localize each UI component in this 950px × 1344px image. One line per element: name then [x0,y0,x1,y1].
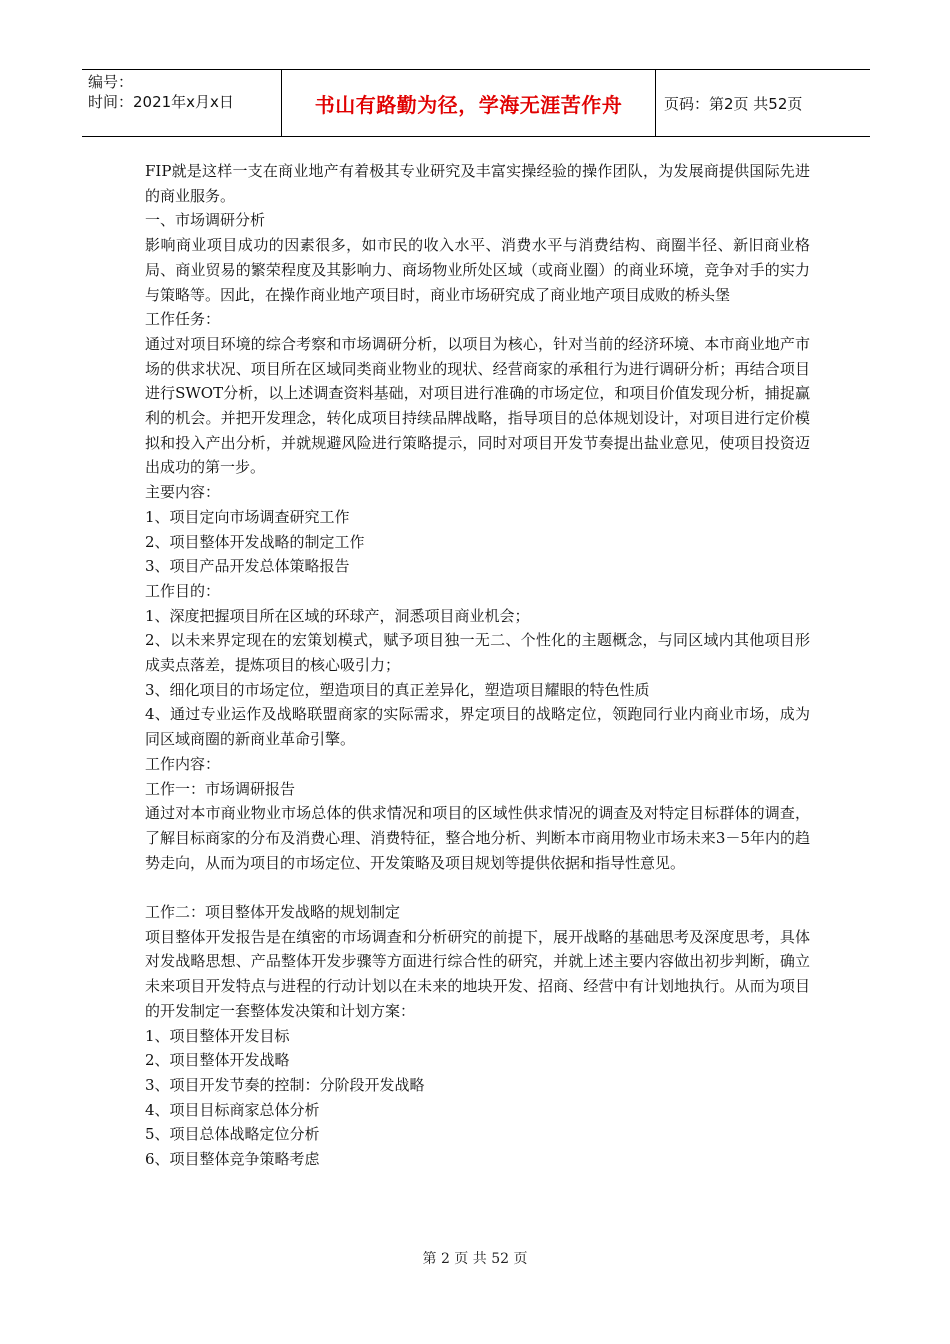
section-heading: 一、市场调研分析 [145,211,266,230]
list-item: 4、项目目标商家总体分析 [145,1100,320,1119]
list-item: 3、项目开发节奏的控制：分阶段开发战略 [145,1076,425,1094]
list-item: 6、项目整体竞争策略考虑 [145,1150,320,1169]
header-page-info: 页码：第2页 共52页 [664,94,803,113]
list-item: 2、项目整体开发战略的制定工作 [145,532,365,551]
subheading: 工作内容： [145,754,221,773]
paragraph: 通过对本市商业物业市场总体的供求情况和项目的区域性供求情况的调查及对特定目标群体的调查，了解目标商家的分布及消费心理、消费特征，整合地分析、判断本市商用物业市场未来3－5年内的趋势走向，从而为项目的市场定位、开发策略及项目规划等提供依据和指导性意见。 [145,804,810,872]
subheading: 工作目的： [145,581,221,600]
list-item: 5、项目总体战略定位分析 [145,1125,320,1144]
paragraph: FIP就是这样一支在商业地产有着极其专业研究及丰富实操经验的操作团队，为发展商提供国际先进的商业服务。 [145,162,810,205]
subheading: 工作二：项目整体开发战略的规划制定 [145,903,401,922]
paragraph: 通过对项目环境的综合考察和市场调研分析，以项目为核心，针对当前的经济环境、本市商业地产市场的供求状况、项目所在区域同类商业物业的现状、经营商家的承租行为进行调研分析；再结合项目进行SWOT分析，以上述调查资料基础，对项目进行准确的市场定位，和项目价值发现分析，捕捉赢利的机会。并把开发理念，转化成项目持续品牌战略，指导项目的总体规划设计，对项目进行定价模拟和投入产出分析，并就规避风险进行策略提示，同时对项目开发节奏提出盐业意见，使项目投资迈出成功的第一步。 [145,334,810,477]
page-header [82,69,870,137]
document-number-label: 编号： [88,73,134,91]
header-meta [82,70,282,136]
list-item: 2、项目整体开发战略 [145,1051,290,1070]
document-date-label: 时间：2021年x月x日 [88,93,234,111]
list-item: 2、以未来界定现在的宏策划模式，赋予项目独一无二、个性化的主题概念，与同区域内其他项目形成卖点落差，提炼项目的核心吸引力； [145,631,810,675]
page-footer: 第 2 页 共 52 页 [422,1251,528,1267]
subheading: 工作一：市场调研报告 [145,779,296,798]
blank-line [145,875,810,900]
list-item: 1、项目整体开发目标 [145,1026,290,1045]
paragraph: 项目整体开发报告是在缜密的市场调查和分析研究的前提下，展开战略的基础思考及深度思考，具体对发战略思想、产品整体开发步骤等方面进行综合性的研究，并就上述主要内容做出初步判断，确立未来项目开发特点与进程的行动计划以在未来的地块开发、招商、经营中有计划地执行。从而为项目的开发制定一套整体发决策和计划方案： [145,927,810,1020]
list-item: 1、深度把握项目所在区域的环球产，洞悉项目商业机会； [145,606,530,625]
list-item: 4、通过专业运作及战略联盟商家的实际需求，界定项目的战略定位，领跑同行业内商业市场，成为同区域商圈的新商业革命引擎。 [145,705,810,749]
subheading: 工作任务： [145,310,221,329]
list-item: 3、项目产品开发总体策略报告 [145,557,350,576]
header-motto-cell [282,70,656,136]
list-item: 3、细化项目的市场定位，塑造项目的真正差异化，塑造项目耀眼的特色性质 [145,680,650,699]
document-body [145,159,810,1172]
paragraph: 影响商业项目成功的因素很多，如市民的收入水平、消费水平与消费结构、商圈半径、新旧商业格局、商业贸易的繁荣程度及其影响力、商场物业所处区域（或商业圈）的商业环境，竞争对手的实力与策略等。因此，在操作商业地产项目时，商业市场研究成了商业地产项目成败的桥头堡 [145,236,810,304]
header-motto: 书山有路勤为径，学海无涯苦作舟 [314,92,623,117]
subheading: 主要内容： [145,483,221,502]
list-item: 1、项目定向市场调查研究工作 [145,507,350,526]
